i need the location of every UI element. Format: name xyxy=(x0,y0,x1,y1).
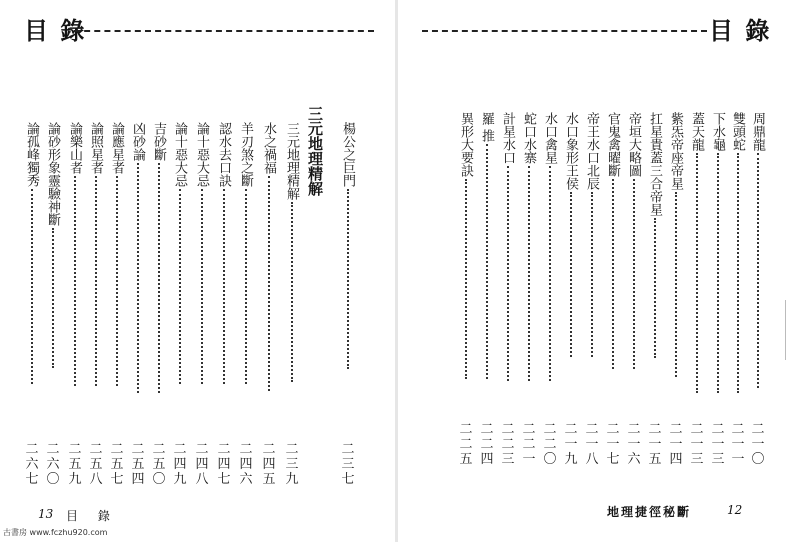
toc-entry: 三元地理精解 二 三 九 xyxy=(284,122,299,487)
toc-entry: 論應星者 二 五 七 xyxy=(109,122,124,487)
toc-entry: 認水去口訣 二 四 七 xyxy=(216,122,231,487)
toc-entry: 官鬼禽曜斷 二 一 七 xyxy=(605,112,620,467)
leader-dots xyxy=(179,189,181,384)
toc-entry: 下水龜 二 一 三 xyxy=(710,112,725,467)
leader-dots xyxy=(245,189,247,384)
toc-entry: 異形大要訣 二 二 五 xyxy=(458,112,473,467)
leader-dots xyxy=(528,166,530,381)
toc-entry: 凶砂論 二 五 四 xyxy=(130,122,145,487)
leader-dots xyxy=(757,153,759,388)
left-page-number: 13 xyxy=(38,507,54,521)
leader-dots xyxy=(612,179,614,369)
section-heading: 三元地理精解 xyxy=(306,106,324,196)
leader-dots xyxy=(347,189,349,369)
toc-entry: 水口禽星 二 二 〇 xyxy=(542,112,557,467)
right-footer-label: 地理捷徑秘斷 xyxy=(607,505,692,519)
toc-entry: 羅 推 二 二 四 xyxy=(479,112,494,467)
site-watermark: 古書房 www.fczhu920.com xyxy=(3,528,108,537)
right-page xyxy=(397,0,793,542)
leader-dots xyxy=(116,176,118,386)
toc-entry: 雙頭蛇 二 一 一 xyxy=(730,112,745,467)
toc-entry-yanggong xyxy=(338,122,358,487)
toc-entry: 論孤峰獨秀 二 六 七 xyxy=(24,122,39,487)
toc-entry: 吉砂斷 二 五 〇 xyxy=(151,122,166,487)
leader-dots xyxy=(486,144,488,379)
leader-dots xyxy=(158,163,160,393)
left-header-title: 目 錄 xyxy=(24,16,87,45)
toc-entry: 蓋天龍 二 一 三 xyxy=(689,112,704,467)
leader-dots xyxy=(549,166,551,381)
leader-dots xyxy=(507,166,509,381)
leader-dots xyxy=(223,189,225,384)
right-header-title: 目 錄 xyxy=(709,16,772,45)
leader-dots xyxy=(570,192,572,357)
leader-dots xyxy=(74,176,76,386)
right-header-rule xyxy=(422,30,707,32)
leader-dots xyxy=(465,179,467,379)
toc-entry: 論樂山者 二 五 九 xyxy=(67,122,82,487)
leader-dots xyxy=(737,153,739,393)
toc-entry: 水口象形王侯 二 一 九 xyxy=(563,112,578,467)
toc-entry: 計星水口 二 二 三 xyxy=(500,112,515,467)
leader-dots xyxy=(591,192,593,357)
leader-dots xyxy=(654,218,656,358)
leader-dots xyxy=(675,192,677,377)
toc-entry: 周鼎龍 二 一 〇 xyxy=(750,112,765,467)
leader-dots xyxy=(696,153,698,393)
toc-entry: 帝王水口北辰 二 一 八 xyxy=(584,112,599,467)
leader-dots xyxy=(137,163,139,393)
right-page-number: 12 xyxy=(727,503,743,517)
leader-dots xyxy=(95,176,97,386)
toc-entry: 蛇口水寨 二 二 一 xyxy=(521,112,536,467)
leader-dots xyxy=(52,228,54,368)
leader-dots xyxy=(291,202,293,382)
leader-dots xyxy=(31,189,33,384)
toc-entry-page: 二 三 七 xyxy=(341,442,355,487)
toc-entry: 論照星者 二 五 八 xyxy=(88,122,103,487)
leader-dots xyxy=(201,189,203,384)
leader-dots xyxy=(268,176,270,391)
left-header-rule xyxy=(74,30,374,32)
toc-entry: 論砂形象靈驗神斷 二 六 〇 xyxy=(45,122,60,487)
toc-entry: 扛星貴蓋三合帝星 二 一 五 xyxy=(647,112,662,467)
left-footer-label: 目 錄 xyxy=(66,509,118,523)
leader-dots xyxy=(717,153,719,393)
toc-entry: 帝垣大略圖 二 一 六 xyxy=(626,112,641,467)
toc-entry: 水之禍福 二 四 五 xyxy=(261,122,276,487)
toc-entry-title: 楊公之巨門 xyxy=(340,122,355,187)
leader-dots xyxy=(633,179,635,369)
toc-entry: 論十惡大忌 二 四 八 xyxy=(194,122,209,487)
toc-entry: 羊刃煞之斷 二 四 六 xyxy=(238,122,253,487)
toc-entry: 論十惡大忌 二 四 九 xyxy=(172,122,187,487)
toc-entry: 紫炁帝座帝星 二 一 四 xyxy=(668,112,683,467)
scan-edge-mark xyxy=(785,300,786,360)
